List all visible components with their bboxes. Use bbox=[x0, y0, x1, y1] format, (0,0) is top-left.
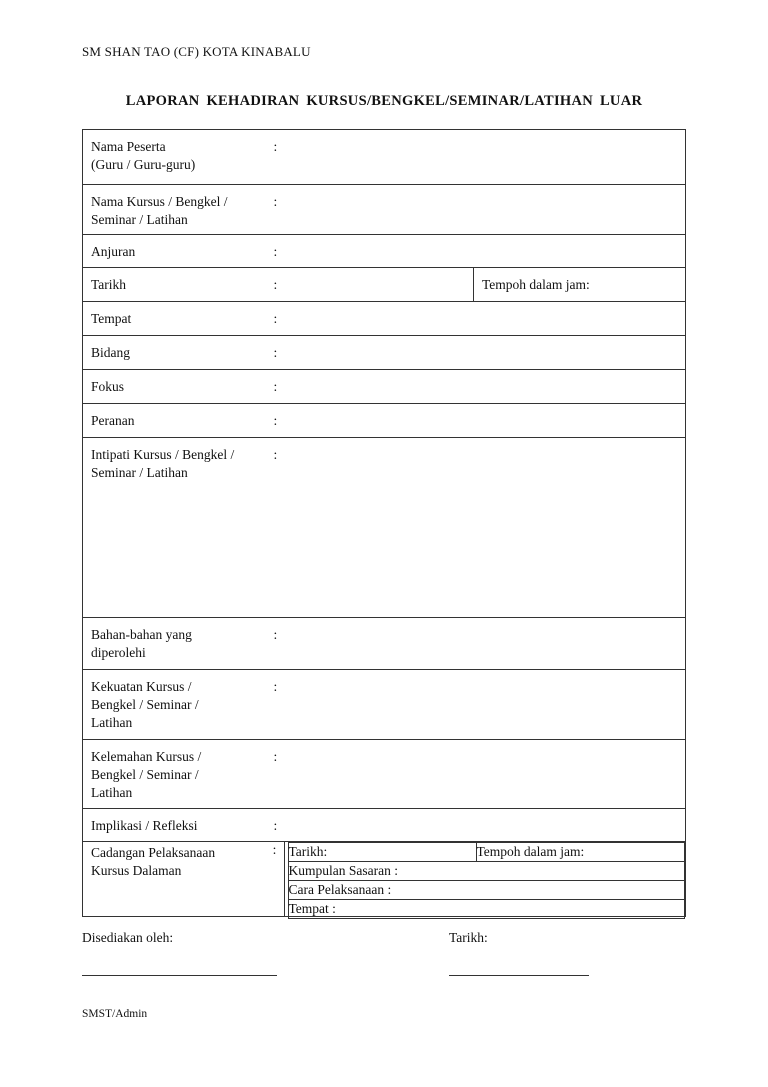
row-kekuatan bbox=[83, 670, 686, 740]
school-name: SM SHAN TAO (CF) KOTA KINABALU bbox=[82, 44, 311, 59]
row-bahan bbox=[83, 618, 686, 670]
row-kelemahan bbox=[83, 740, 686, 809]
sub-field-tarikh[interactable]: Tarikh: bbox=[288, 843, 476, 862]
label-cadangan: Cadangan Pelaksanaan Kursus Dalaman bbox=[83, 842, 266, 917]
label-anjuran: Anjuran bbox=[83, 235, 266, 268]
row-anjuran bbox=[83, 235, 686, 268]
field-fokus[interactable]: : bbox=[266, 370, 686, 404]
cadangan-colon: : bbox=[266, 842, 285, 916]
prepared-by-label: Disediakan oleh: bbox=[82, 930, 174, 945]
label-tempat: Tempat bbox=[83, 302, 266, 336]
row-fokus bbox=[83, 370, 686, 404]
field-tarikh[interactable]: : bbox=[266, 268, 474, 302]
row-cadangan bbox=[83, 842, 686, 917]
label-implikasi: Implikasi / Refleksi bbox=[83, 809, 266, 842]
field-kelemahan[interactable]: : bbox=[266, 740, 686, 809]
field-intipati[interactable]: : bbox=[266, 438, 686, 618]
report-form-table bbox=[82, 129, 686, 917]
cadangan-cell bbox=[266, 842, 686, 917]
field-peranan[interactable]: : bbox=[266, 404, 686, 438]
field-tempoh[interactable]: Tempoh dalam jam: bbox=[474, 268, 686, 302]
field-bahan[interactable]: : bbox=[266, 618, 686, 670]
field-nama-kursus[interactable]: : bbox=[266, 185, 686, 235]
row-intipati bbox=[83, 438, 686, 618]
label-peranan: Peranan bbox=[83, 404, 266, 438]
field-kekuatan[interactable]: : bbox=[266, 670, 686, 740]
label-nama-peserta: Nama Peserta (Guru / Guru-guru) bbox=[83, 130, 266, 185]
label-kekuatan: Kekuatan Kursus / Bengkel / Seminar / Latihan bbox=[83, 670, 266, 740]
field-nama-peserta[interactable]: : bbox=[266, 130, 686, 185]
label-bahan: Bahan-bahan yang diperolehi bbox=[83, 618, 266, 670]
field-anjuran[interactable]: : bbox=[266, 235, 686, 268]
sub-field-tempoh[interactable]: Tempoh dalam jam: bbox=[476, 843, 685, 862]
row-nama-kursus bbox=[83, 185, 686, 235]
signature-date-label: Tarikh: bbox=[449, 930, 488, 945]
label-bidang: Bidang bbox=[83, 336, 266, 370]
sub-field-cara[interactable]: Cara Pelaksanaan : bbox=[288, 881, 685, 900]
form-title: LAPORAN KEHADIRAN KURSUS/BENGKEL/SEMINAR/LATIHAN LUAR bbox=[125, 93, 643, 109]
signature-date-line[interactable] bbox=[449, 975, 589, 976]
row-implikasi bbox=[83, 809, 686, 842]
sub-field-tempat[interactable]: Tempat : bbox=[288, 900, 685, 919]
footer-code: SMST/Admin bbox=[82, 1008, 148, 1020]
cadangan-subtable bbox=[288, 842, 686, 919]
row-tarikh bbox=[83, 268, 686, 302]
label-intipati: Intipati Kursus / Bengkel / Seminar / Latihan bbox=[83, 438, 266, 618]
row-nama-peserta bbox=[83, 130, 686, 185]
sub-field-kumpulan[interactable]: Kumpulan Sasaran : bbox=[288, 862, 685, 881]
label-fokus: Fokus bbox=[83, 370, 266, 404]
field-bidang[interactable]: : bbox=[266, 336, 686, 370]
row-peranan bbox=[83, 404, 686, 438]
label-kelemahan: Kelemahan Kursus / Bengkel / Seminar / Latihan bbox=[83, 740, 266, 809]
field-implikasi[interactable]: : bbox=[266, 809, 686, 842]
prepared-by-signature-line[interactable] bbox=[82, 975, 277, 976]
label-nama-kursus: Nama Kursus / Bengkel / Seminar / Latihan bbox=[83, 185, 266, 235]
row-bidang bbox=[83, 336, 686, 370]
label-tarikh: Tarikh bbox=[83, 268, 266, 302]
row-tempat bbox=[83, 302, 686, 336]
field-tempat[interactable]: : bbox=[266, 302, 686, 336]
